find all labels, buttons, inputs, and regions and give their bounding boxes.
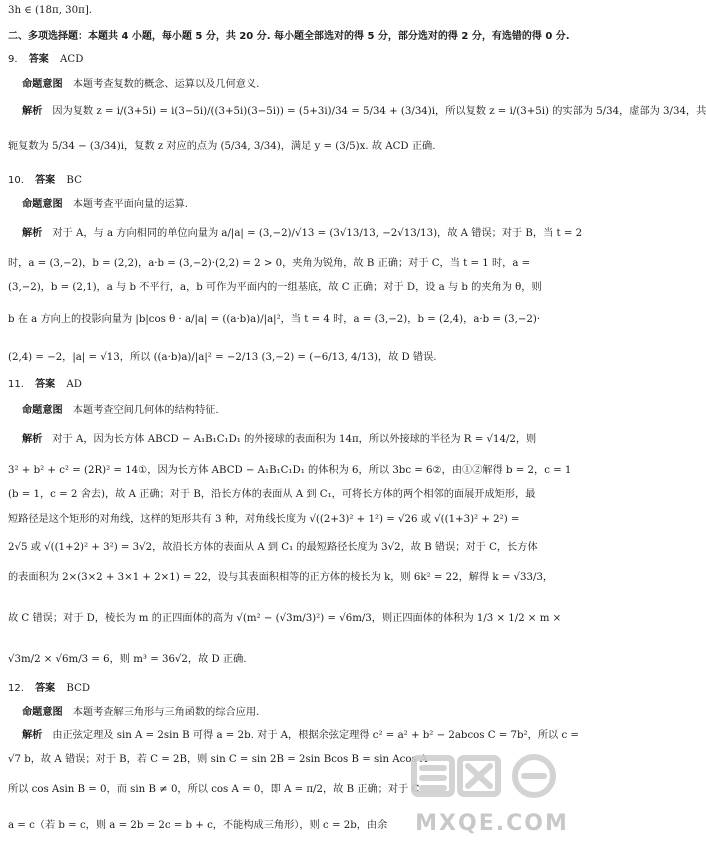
q12-analysis-line-2: √7 b，故 A 错误；对于 B，若 C = 2B，则 sin C = sin 2B = 2sin Bcos B = sin Acos A [8,754,428,765]
q11-answer-value: AD [66,379,82,390]
q10-analysis-line-2: 时，a = (3,−2)，b = (2,2)，a·b = (3,−2)·(2,2) = 2 > 0，夹角为锐角，故 B 正确；对于 C，当 t = 1 时，a = [8,258,531,269]
q12-answer-value: BCD [66,683,91,694]
q11-analysis-line-4: 短路径是这个矩形的对角线，这样的矩形共有 3 种，对角线长度为 √((2+3)² + 1²) = √26 或 √((1+3)² + 2²) = [8,514,520,525]
q9-answer: 9. 答案 ACD [8,54,84,65]
q11-analysis-line-6: 的表面积为 2×(3×2 + 3×1 + 2×1) = 22，设与其表面积相等的正方体的棱长为 k，则 6k² = 22，解得 k = √33/3， [8,572,554,583]
q10-answer-value: BC [66,175,82,186]
prev-answer-tail: 3h ∈ (18π, 30π]. [8,5,93,16]
q11-analysis-line-2: 3² + b² + c² = (2R)² = 14①，因为长方体 ABCD − A₁B₁C₁D₁ 的体积为 6，所以 3bc = 6②，由①②解得 b = 2，c = 1 [8,465,572,476]
q11-intent: 命题意图 本题考查空间几何体的结构特征. [22,405,219,416]
q11-number: 11. [8,379,24,390]
q10-analysis-line-5: (2,4) = −2，|a| = √13，所以 ((a·b)a)/|a|² = −2/13 (3,−2) = (−6/13, 4/13)，故 D 错误. [8,352,437,363]
q11-answer: 11. 答案 AD [8,379,82,390]
q9-answer-value: ACD [60,54,84,65]
q12-answer: 12. 答案 BCD [8,683,91,694]
q9-number: 9. [8,54,18,65]
q10-answer: 10. 答案 BC [8,175,82,186]
q10-analysis-line-1: 解析 对于 A，与 a 方向相同的单位向量为 a/|a| = (3,−2)/√13 = (3√13/13, −2√13/13)，故 A 错误；对于 B，当 t = 2 [22,228,583,239]
q11-analysis-line-7: 故 C 错误；对于 D，棱长为 m 的正四面体的高为 √(m² − (√3m/3)²) = √6m/3，则正四面体的体积为 1/3 × 1/2 × m × [8,613,562,624]
q11-analysis-line-5: 2√5 或 √((1+2)² + 3²) = 3√2，故沿长方体的表面从 A 到 C₁ 的最短路径长度为 3√2，故 B 错误；对于 C，长方体 [8,542,538,553]
section-heading: 二、多项选择题：本题共 4 小题，每小题 5 分，共 20 分. 每小题全部选对的得 5 分，部分选对的得 2 分，有选错的得 0 分. [8,31,570,42]
q9-analysis-line-2: 轭复数为 5/34 − (3/34)i，复数 z 对应的点为 (5/34, 3/34)，满足 y = (3/5)x. 故 ACD 正确. [8,141,436,152]
q12-intent: 命题意图 本题考查解三角形与三角函数的综合应用. [22,707,260,718]
q10-analysis-line-4: b 在 a 方向上的投影向量为 |b|cos θ · a/|a| = ((a·b)a)/|a|²，当 t = 4 时，a = (3,−2)，b = (2,4)，a·b = (3,−2)· [8,314,541,325]
q12-analysis-line-1: 解析 由正弦定理及 sin A = 2sin B 可得 a = 2b. 对于 A，根据余弦定理得 c² = a² + b² − 2abcos C = 7b²，所以 c = [22,730,579,741]
q9-analysis-line-1: 解析 因为复数 z = i/(3+5i) = i(3−5i)/((3+5i)(3−5i)) = (5+3i)/34 = 5/34 + (3/34)i，所以复数 z = i/(3+5i) 的实部为 5/34，虚部为 3/34，共 [22,106,706,117]
q12-analysis-line-3: 所以 cos Asin B = 0，而 sin B ≠ 0，所以 cos A = 0，即 A = π/2，故 B 正确；对于 C [8,784,420,795]
q12-number: 12. [8,683,24,694]
q11-analysis-line-8: √3m/2 × √6m/3 = 6，则 m³ = 36√2，故 D 正确. [8,654,247,665]
q11-analysis-line-1: 解析 对于 A，因为长方体 ABCD − A₁B₁C₁D₁ 的外接球的表面积为 14π，所以外接球的半径为 R = √14/2，则 [22,434,537,445]
q9-intent: 命题意图 本题考查复数的概念、运算以及几何意义. [22,79,260,90]
q11-analysis-line-3: (b = 1，c = 2 舍去)，故 A 正确；对于 B，沿长方体的表面从 A 到 C₁，可将长方体的两个相邻的面展开成矩形，最 [8,489,536,500]
q12-analysis-line-4: a = c（若 b = c，则 a = 2b = 2c = b + c，不能构成三角形），则 c = 2b，由余 [8,820,388,831]
q10-analysis-line-3: (3,−2)，b = (2,1)，a 与 b 不平行，a，b 可作为平面内的一组基底，故 C 正确；对于 D，设 a 与 b 的夹角为 θ，则 [8,282,542,293]
q10-intent: 命题意图 本题考查平面向量的运算. [22,199,189,210]
q10-number: 10. [8,175,24,186]
watermark-text: MXQE.COM [415,811,569,836]
